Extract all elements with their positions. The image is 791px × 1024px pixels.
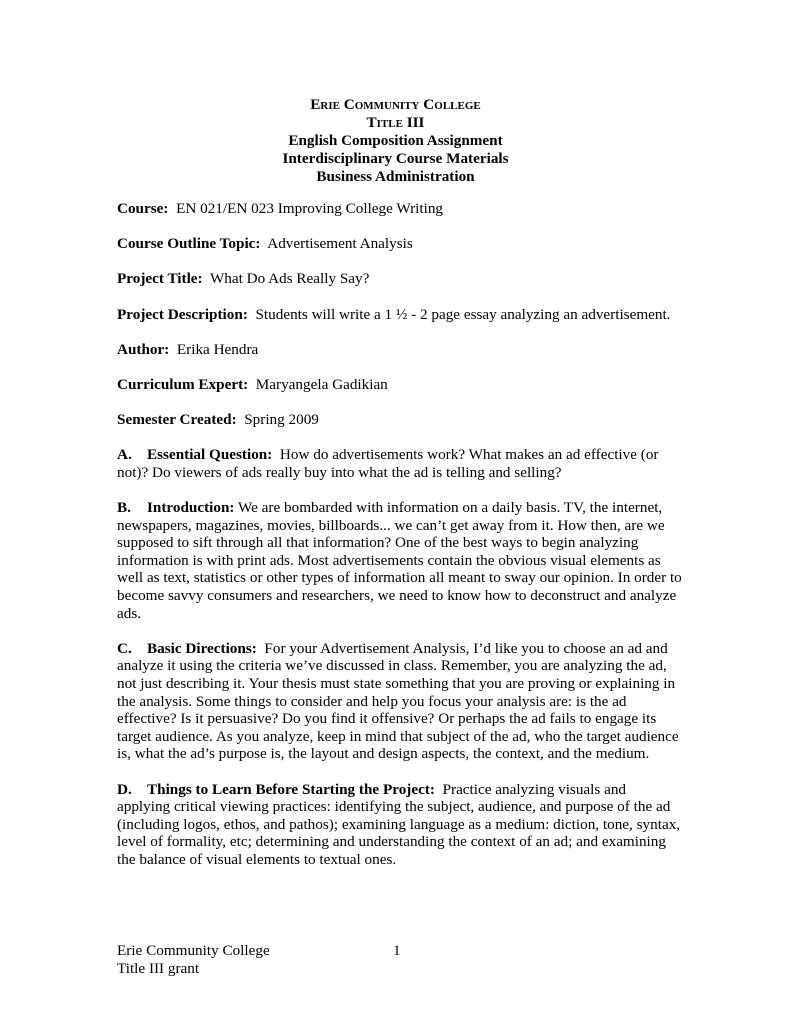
expert-value: Maryangela Gadikian	[255, 375, 388, 393]
description-label: Project Description:	[117, 305, 248, 323]
footer-grant: Title III grant	[117, 960, 200, 977]
page-footer	[117, 942, 682, 978]
topic-field	[117, 235, 682, 253]
topic-label: Course Outline Topic:	[117, 235, 261, 253]
semester-field	[117, 411, 682, 429]
description-field	[117, 306, 682, 324]
author-label: Author:	[117, 340, 170, 358]
section-b	[117, 499, 682, 622]
section-b-text: We are bombarded with information on a daily basis. TV, the internet, newspapers, magazines, movies, billboards... we can’t get away from it. How then, are we supposed to sift through all that information? One of the best ways to begin analyzing information is with print ads. Most advertisements contain the obvious visual elements as well as text, statistics or other types of information all meant to sway our opinion. In order to become savvy consumers and researchers, we need to know how to deconstruct and analyze ads.	[117, 499, 682, 622]
semester-value: Spring 2009	[244, 411, 319, 429]
section-d-letter: D.	[117, 780, 132, 798]
section-c-heading: Basic Directions:	[147, 639, 257, 657]
project-title-value: What Do Ads Really Say?	[209, 270, 370, 288]
semester-label: Semester Created:	[117, 411, 237, 429]
section-c	[117, 640, 682, 763]
course-label: Course:	[117, 200, 169, 217]
college-name: Erie Community College	[310, 96, 481, 113]
project-title-field	[117, 270, 682, 288]
footer-college: Erie Community College	[117, 942, 270, 959]
section-c-text: For your Advertisement Analysis, I’d like you to choose an ad and analyze it using the criteria we’ve discussed in class. Remember, you are analyzing the ad, not just describing it. Your thesis must state something that you are proving or explaining in the analysis. Some things to consider and help you focus your analysis are: is the ad effective? Is it persuasive? Do you find it offensive? Or perhaps the ad fails to engage its target audience. As you analyze, keep in mind that subject of the ad, who the target audience is, what the ad’s purpose is, the layout and design aspects, the context, and the medium.	[117, 639, 679, 763]
materials-title: Interdisciplinary Course Materials	[282, 150, 509, 167]
section-d	[117, 781, 682, 869]
topic-value: Advertisement Analysis	[267, 235, 413, 253]
section-a-text: How do advertisements work? What makes an ad effective (or not)? Do viewers of ads really buy into what the ad is telling and selling?	[117, 446, 659, 481]
section-a-heading: Essential Question:	[147, 446, 273, 464]
document-body	[117, 200, 682, 886]
department-title: Business Administration	[316, 168, 475, 185]
section-b-letter: B.	[117, 499, 131, 517]
course-value: EN 021/EN 023 Improving College Writing	[176, 200, 444, 217]
section-b-heading: Introduction:	[147, 499, 235, 517]
author-value: Erika Hendra	[176, 340, 259, 358]
section-d-heading: Things to Learn Before Starting the Project:	[147, 780, 435, 798]
project-title-label: Project Title:	[117, 270, 203, 288]
assignment-title: English Composition Assignment	[288, 132, 503, 149]
expert-label: Curriculum Expert:	[117, 375, 249, 393]
expert-field	[117, 376, 682, 394]
section-c-letter: C.	[117, 639, 132, 657]
section-d-text: Practice analyzing visuals and applying critical viewing practices: identifying the subject, audience, and purpose of the ad (including logos, ethos, and pathos); examining language as a medium: diction, tone, syntax, level of formality, etc; determining and understanding the context of an ad; and examining the balance of visual elements to textual ones.	[117, 780, 681, 868]
course-field	[117, 200, 682, 218]
author-field	[117, 341, 682, 359]
document-header	[0, 96, 791, 186]
page-number: 1	[393, 942, 401, 959]
title-program: Title III	[366, 114, 425, 131]
description-value: Students will write a 1 ½ - 2 page essay analyzing an advertisement.	[255, 305, 671, 323]
section-a	[117, 446, 682, 481]
section-a-letter: A.	[117, 446, 132, 464]
